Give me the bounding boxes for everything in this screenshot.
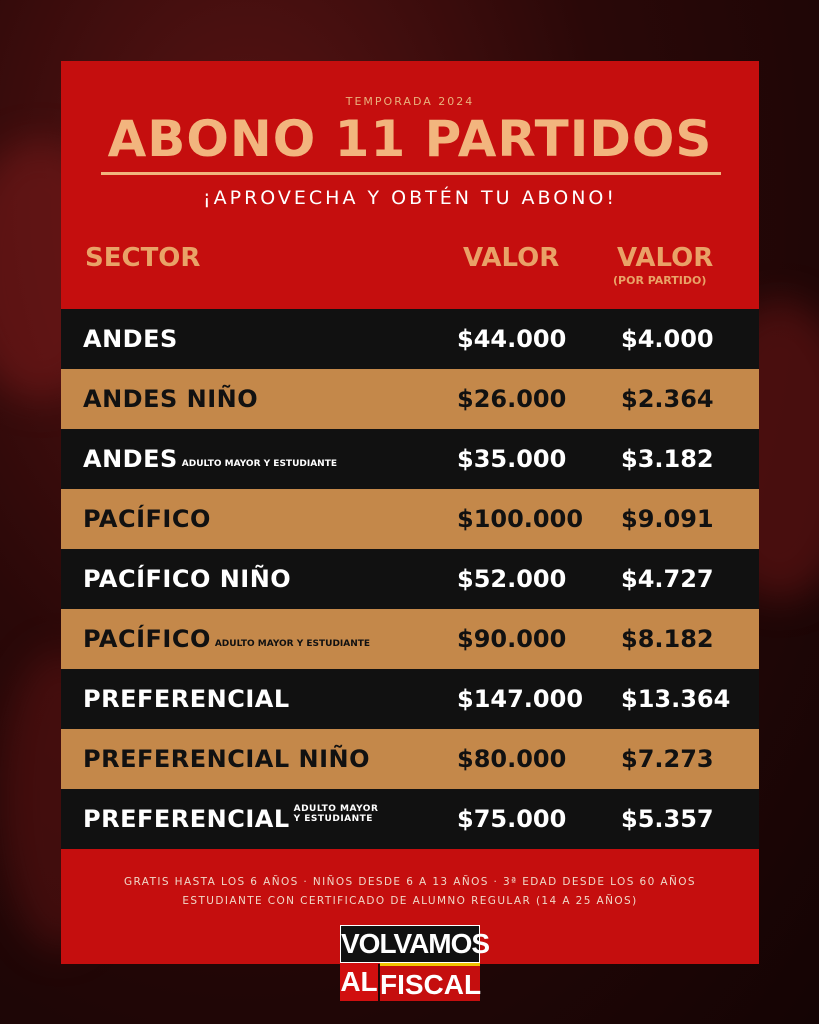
- price-per-match: $8.182: [621, 625, 714, 653]
- price-per-match: $5.357: [621, 805, 714, 833]
- price-value: $26.000: [457, 385, 567, 413]
- price-value: $80.000: [457, 745, 567, 773]
- table-row: [61, 369, 759, 429]
- column-header-per-match-note: (POR PARTIDO): [613, 274, 707, 287]
- footer-line: ESTUDIANTE CON CERTIFICADO DE ALUMNO REGULAR (14 A 25 AÑOS): [182, 895, 638, 907]
- sector-name: PACÍFICO NIÑO: [83, 565, 292, 593]
- table-row: [61, 549, 759, 609]
- price-per-match: $7.273: [621, 745, 714, 773]
- table-row: [61, 309, 759, 369]
- sector-name: PREFERENCIAL NIÑO: [83, 745, 370, 773]
- price-per-match: $2.364: [621, 385, 714, 413]
- price-per-match: $3.182: [621, 445, 714, 473]
- price-value: $75.000: [457, 805, 567, 833]
- price-per-match: $4.727: [621, 565, 714, 593]
- subtitle: ¡APROVECHA Y OBTÉN TU ABONO!: [203, 187, 617, 209]
- sector-name: ANDES: [83, 325, 178, 353]
- price-value: $90.000: [457, 625, 567, 653]
- logo-text-al: AL: [340, 963, 378, 1001]
- logo-text-top: VOLVAMOS: [340, 925, 480, 963]
- title-divider: [101, 172, 721, 175]
- brand-logo: [340, 925, 490, 1001]
- sector-name: PREFERENCIAL ADULTO MAYOR Y ESTUDIANTE: [83, 804, 379, 833]
- sector-note: ADULTO MAYOR Y ESTUDIANTE: [214, 639, 371, 649]
- sector-note: ADULTO MAYOR Y ESTUDIANTE: [181, 459, 337, 469]
- price-value: $147.000: [457, 685, 584, 713]
- sector-name: ANDES NIÑO: [83, 385, 259, 413]
- price-value: $35.000: [457, 445, 567, 473]
- sector-name: PACÍFICO: [83, 505, 211, 533]
- sector-note: ADULTO MAYOR Y ESTUDIANTE: [293, 804, 379, 824]
- season-label: TEMPORADA 2024: [345, 95, 475, 108]
- sector-name: ANDES ADULTO MAYOR Y ESTUDIANTE: [83, 445, 337, 473]
- price-value: $44.000: [457, 325, 567, 353]
- table-row: [61, 729, 759, 789]
- sector-name: PREFERENCIAL: [83, 685, 290, 713]
- price-table: [61, 309, 759, 849]
- price-card: [61, 61, 759, 1000]
- footer-notes: [61, 873, 759, 911]
- table-row: [61, 489, 759, 549]
- page-title: ABONO 11 PARTIDOS: [107, 110, 713, 168]
- logo-text-fiscal: FISCAL: [380, 963, 480, 1001]
- logo-bottom: [340, 963, 480, 1001]
- footer-line: GRATIS HASTA LOS 6 AÑOS · NIÑOS DESDE 6 A 13 AÑOS · 3ª EDAD DESDE LOS 60 AÑOS: [124, 876, 696, 888]
- table-row: [61, 429, 759, 489]
- price-per-match: $9.091: [621, 505, 714, 533]
- table-row: [61, 609, 759, 669]
- column-header-sector: SECTOR: [85, 243, 201, 273]
- column-header-value: VALOR: [463, 243, 560, 273]
- price-per-match: $13.364: [621, 685, 731, 713]
- column-header-per-match: VALOR: [617, 243, 714, 273]
- price-value: $52.000: [457, 565, 567, 593]
- price-value: $100.000: [457, 505, 584, 533]
- sector-name: PACÍFICO ADULTO MAYOR Y ESTUDIANTE: [83, 625, 371, 653]
- price-per-match: $4.000: [621, 325, 714, 353]
- table-row: [61, 789, 759, 849]
- table-row: [61, 669, 759, 729]
